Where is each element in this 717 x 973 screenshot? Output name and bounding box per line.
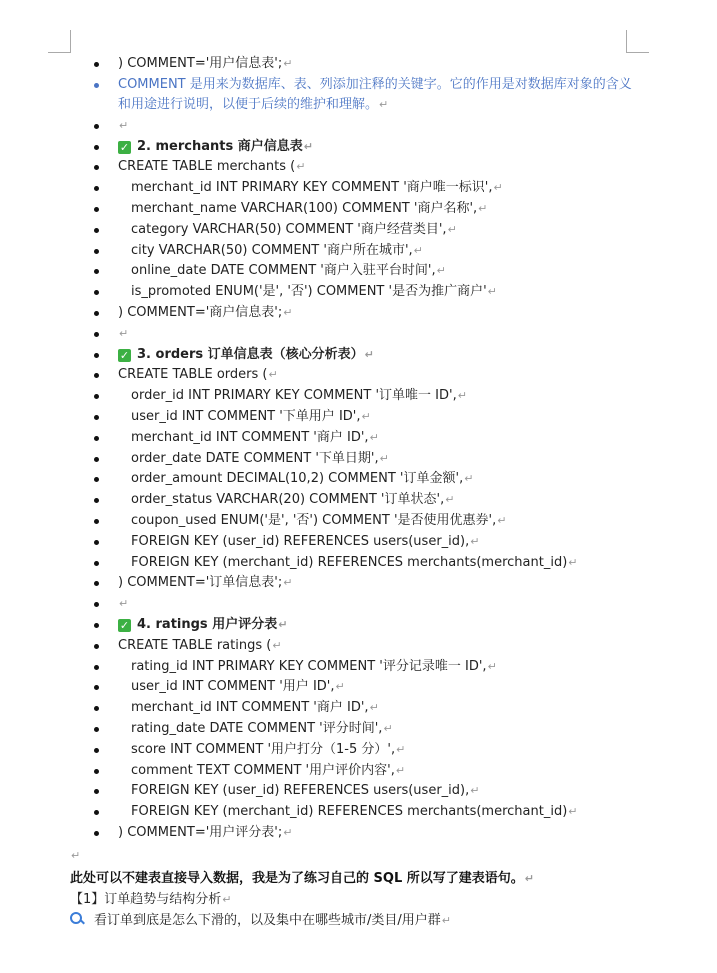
list-item[interactable]: [0, 54, 717, 75]
paragraph-mark-icon: ↵: [268, 368, 278, 382]
paragraph-mark-icon: ↵: [272, 638, 282, 652]
paragraph-mark-icon: ↵: [369, 430, 379, 444]
list-item-text: CREATE TABLE orders (↵: [118, 367, 278, 383]
paragraph-mark-icon: ↵: [441, 914, 451, 927]
paragraph-mark-icon: ↵: [493, 181, 503, 195]
bullet-icon: [94, 769, 99, 774]
paragraph-mark-icon: ↵: [383, 721, 393, 735]
list-item[interactable]: [0, 594, 717, 615]
list-item-text: category VARCHAR(50) COMMENT '商户经营类目',↵: [131, 221, 457, 237]
paragraph-mark-icon: ↵: [71, 849, 81, 862]
paragraph-mark-icon: ↵: [119, 597, 129, 611]
list-item-text: merchant_name VARCHAR(100) COMMENT '商户名称',↵: [131, 200, 488, 216]
note-paragraph[interactable]: [70, 867, 670, 886]
paragraph-mark-icon: ↵: [487, 659, 497, 673]
list-item-text: FOREIGN KEY (merchant_id) REFERENCES merchants(merchant_id)↵: [131, 554, 578, 570]
list-item-text: user_id INT COMMENT '下单用户 ID',↵: [131, 408, 371, 424]
list-item-text: COMMENT 是用来为数据库、表、列添加注释的关键字。它的作用是对数据库对象的含义和用途进行说明，以便于后续的维护和理解。↵: [118, 76, 632, 113]
bullet-icon: [94, 207, 99, 212]
list-item[interactable]: [0, 137, 717, 158]
paragraph-mark-icon: ↵: [119, 326, 129, 340]
list-item[interactable]: [0, 823, 717, 844]
list-item[interactable]: [0, 761, 717, 782]
list-item[interactable]: [0, 573, 717, 594]
paragraph-mark-icon: ↵: [369, 701, 379, 715]
list-item-text: ) COMMENT='用户评分表';↵: [118, 824, 293, 840]
list-item-text: merchant_id INT COMMENT '商户 ID',↵: [131, 700, 379, 716]
list-item-text: FOREIGN KEY (user_id) REFERENCES users(user_id),↵: [131, 533, 480, 549]
list-item[interactable]: [0, 615, 717, 636]
bullet-icon: [94, 415, 99, 420]
list-item[interactable]: [0, 199, 717, 220]
search-icon: [70, 912, 84, 926]
list-item[interactable]: [0, 469, 717, 490]
paragraph-mark-icon: ↵: [379, 98, 389, 112]
page-corner-mark-top-right: [626, 30, 649, 53]
bullet-icon: [94, 581, 99, 586]
list-item[interactable]: [0, 116, 717, 137]
list-item-text: [118, 116, 128, 137]
bullet-icon: [94, 394, 99, 399]
bullet-icon: [94, 373, 99, 378]
bullet-icon: [94, 831, 99, 836]
check-mark-icon: ✓: [119, 140, 130, 154]
list-item[interactable]: [0, 220, 717, 241]
bullet-icon: [94, 62, 99, 67]
question-paragraph[interactable]: [70, 909, 670, 928]
list-item-text: merchant_id INT PRIMARY KEY COMMENT '商户唯一标识',↵: [131, 180, 503, 196]
list-item[interactable]: [0, 802, 717, 823]
paragraph-mark-icon: ↵: [303, 139, 313, 153]
list-item[interactable]: [0, 511, 717, 532]
paragraph-mark-icon: ↵: [524, 872, 534, 885]
list-item-text: user_id INT COMMENT '用户 ID',↵: [131, 679, 345, 695]
paragraph-mark-icon: ↵: [361, 409, 371, 423]
bullet-icon: [94, 165, 99, 170]
bullet-icon: [94, 789, 99, 794]
question-text: 看订单到底是怎么下滑的，以及集中在哪些城市/类目/用户群: [94, 913, 441, 928]
list-item-text: merchant_id INT COMMENT '商户 ID',↵: [131, 429, 379, 445]
list-item[interactable]: [0, 261, 717, 282]
bullet-icon: [94, 706, 99, 711]
list-item-text: [118, 324, 128, 345]
bullet-icon: [94, 290, 99, 295]
list-item-text: is_promoted ENUM('是', '否') COMMENT '是否为推广商户'↵: [131, 284, 497, 300]
bullet-icon: [94, 644, 99, 649]
check-mark-icon: ✓: [119, 618, 130, 632]
bullet-icon: [94, 332, 99, 337]
paragraph-mark-icon: ↵: [222, 893, 232, 906]
bullet-icon: [94, 727, 99, 732]
bullet-icon: [94, 602, 99, 607]
paragraph-mark-icon: ↵: [364, 347, 374, 361]
paragraph-mark-icon: ↵: [457, 389, 467, 403]
section-heading-paragraph[interactable]: [70, 888, 670, 907]
list-item[interactable]: [0, 740, 717, 761]
list-item[interactable]: [0, 657, 717, 678]
paragraph-mark-icon: ↵: [568, 555, 578, 569]
bullet-icon: [94, 519, 99, 524]
paragraph-mark-icon: ↵: [470, 784, 480, 798]
bullet-icon: [94, 665, 99, 670]
paragraph-mark-icon: ↵: [470, 534, 480, 548]
paragraph-mark-icon: ↵: [296, 160, 306, 174]
list-item-text: order_status VARCHAR(20) COMMENT '订单状态',↵: [131, 492, 455, 508]
paragraph-mark-icon: ↵: [283, 57, 293, 70]
bullet-icon: [94, 353, 99, 358]
list-item[interactable]: [0, 553, 717, 574]
bullet-icon: [94, 561, 99, 566]
bullet-list: [0, 54, 717, 844]
note-text: 此处可以不建表直接导入数据，我是为了练习自己的 SQL 所以写了建表语句。: [70, 871, 524, 886]
list-item[interactable]: [0, 449, 717, 470]
list-item-text: comment TEXT COMMENT '用户评价内容',↵: [131, 762, 406, 778]
paragraph-mark-icon: ↵: [445, 493, 455, 507]
list-item-text: order_id INT PRIMARY KEY COMMENT '订单唯一 ID',↵: [131, 388, 467, 404]
list-item-text: ) COMMENT='商户信息表';↵: [118, 304, 293, 320]
list-item-text: city VARCHAR(50) COMMENT '商户所在城市',↵: [131, 242, 423, 258]
list-item[interactable]: [0, 781, 717, 802]
list-item[interactable]: [0, 303, 717, 324]
paragraph-mark-icon: ↵: [283, 576, 293, 590]
list-item-text: order_amount DECIMAL(10,2) COMMENT '订单金额',↵: [131, 471, 474, 487]
list-item[interactable]: [0, 75, 717, 116]
paragraph-mark-icon: ↵: [568, 805, 578, 819]
paragraph-mark-icon: ↵: [278, 617, 288, 631]
section-title: 【1】订单趋势与结构分析: [70, 892, 222, 907]
bullet-icon: [94, 186, 99, 191]
bullet-icon: [94, 124, 99, 129]
paragraph-mark-icon: ↵: [497, 513, 507, 527]
list-item[interactable]: [0, 178, 717, 199]
bullet-icon: [94, 436, 99, 441]
paragraph-mark-icon: ↵: [395, 763, 406, 777]
bullet-icon: [94, 685, 99, 690]
list-item-text: rating_id INT PRIMARY KEY COMMENT '评分记录唯一 ID',↵: [131, 658, 497, 674]
list-item-text: score INT COMMENT '用户打分（1-5 分）',↵: [131, 741, 406, 757]
empty-paragraph[interactable]: [70, 848, 670, 863]
paragraph-mark-icon: ↵: [464, 472, 474, 486]
bullet-icon: [94, 311, 99, 316]
list-item[interactable]: [0, 532, 717, 553]
paragraph-mark-icon: ↵: [478, 201, 488, 215]
bullet-icon: [94, 748, 99, 753]
paragraph-mark-icon: ↵: [335, 680, 345, 694]
list-item[interactable]: [0, 636, 717, 657]
bullet-icon: [94, 457, 99, 462]
list-item[interactable]: [0, 428, 717, 449]
list-item-text: [118, 594, 128, 615]
list-item[interactable]: [0, 282, 717, 303]
list-item-text: ) COMMENT='订单信息表';↵: [118, 575, 293, 591]
list-item[interactable]: [0, 407, 717, 428]
bullet-icon: [94, 623, 99, 628]
list-item[interactable]: [0, 490, 717, 511]
list-item-text: coupon_used ENUM('是', '否') COMMENT '是否使用优惠券',↵: [131, 512, 507, 528]
list-item-text: FOREIGN KEY (user_id) REFERENCES users(user_id),↵: [131, 783, 480, 799]
section-heading: 2. merchants 商户信息表: [137, 138, 303, 154]
list-item[interactable]: [0, 719, 717, 740]
bullet-icon: [94, 269, 99, 274]
paragraph-mark-icon: ↵: [119, 118, 129, 132]
list-item-text: ) COMMENT='用户信息表';↵: [118, 56, 293, 71]
list-item[interactable]: [0, 241, 717, 262]
bullet-icon: [94, 498, 99, 503]
paragraph-mark-icon: ↵: [283, 305, 293, 319]
page-corner-mark-top-left: [48, 30, 71, 53]
bullet-icon: [94, 477, 99, 482]
list-item[interactable]: [0, 345, 717, 366]
list-item[interactable]: [0, 698, 717, 719]
paragraph-mark-icon: ↵: [447, 222, 457, 236]
bullet-icon: [94, 83, 99, 88]
list-item-text: online_date DATE COMMENT '商户入驻平台时间',↵: [131, 263, 446, 279]
paragraph-mark-icon: ↵: [413, 243, 423, 257]
check-mark-icon: ✓: [119, 348, 130, 362]
list-item-text: CREATE TABLE merchants (↵: [118, 159, 306, 175]
bullet-icon: [94, 249, 99, 254]
list-item[interactable]: [0, 324, 717, 345]
paragraph-mark-icon: ↵: [396, 742, 406, 756]
list-item[interactable]: [0, 386, 717, 407]
paragraph-mark-icon: ↵: [487, 285, 497, 299]
section-heading: 3. orders 订单信息表（核心分析表）: [137, 346, 364, 362]
bullet-icon: [94, 145, 99, 150]
list-item[interactable]: [0, 677, 717, 698]
bullet-icon: [94, 540, 99, 545]
bullet-icon: [94, 810, 99, 815]
list-item-text: FOREIGN KEY (merchant_id) REFERENCES merchants(merchant_id)↵: [131, 804, 578, 820]
list-item-text: order_date DATE COMMENT '下单日期',↵: [131, 450, 389, 466]
paragraph-mark-icon: ↵: [283, 825, 293, 839]
list-item-text: rating_date DATE COMMENT '评分时间',↵: [131, 720, 393, 736]
paragraph-mark-icon: ↵: [436, 264, 446, 278]
list-item-text: CREATE TABLE ratings (↵: [118, 637, 282, 653]
paragraph-mark-icon: ↵: [379, 451, 389, 465]
section-heading: 4. ratings 用户评分表: [137, 616, 278, 632]
list-item[interactable]: [0, 157, 717, 178]
list-item[interactable]: [0, 365, 717, 386]
bullet-icon: [94, 228, 99, 233]
